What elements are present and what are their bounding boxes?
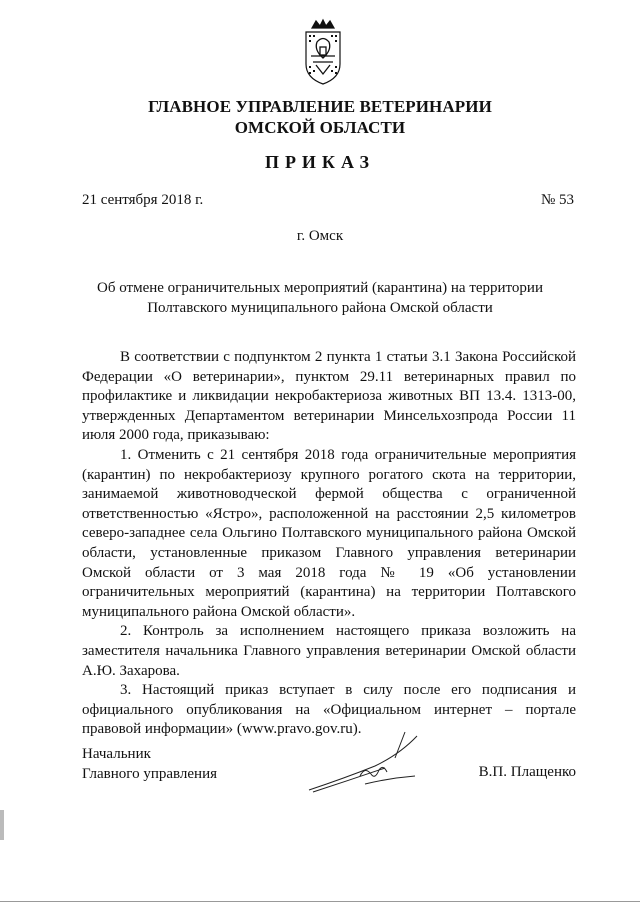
org-line-2: ОМСКОЙ ОБЛАСТИ <box>234 118 406 137</box>
subject-line-2: Полтавского муниципального района Омской области <box>147 300 493 316</box>
document-number: № 53 <box>540 192 574 208</box>
body-paragraph-preamble: В соответствии с подпунктом 2 пункта 1 статьи 3.1 Закона Российской Федерации «О ветеринарии», пунктом 29.11 ветеринарных правил по профилактике и ликвидации некробактериоза животных ВП 13.4. 1313-00, утвержденных Департаментом ветеринарии Минсельхозпрода России 11 июля 2000 года, приказываю: <box>82 349 576 444</box>
document-date: 21 сентября 2018 г. <box>82 192 204 208</box>
body-paragraph-3: 3. Настоящий приказ вступает в силу после его подписания и официального опубликования на «Официальном интернет – портале правовой информации» (www.pravo.gov.ru). <box>82 682 576 738</box>
handwritten-signature <box>305 728 425 798</box>
document-subject <box>60 278 580 318</box>
body-paragraph-1: 1. Отменить с 21 сентября 2018 года ограничительные мероприятия (карантин) по некробактериозу крупного рогатого скота на территории, занимаемой животноводческой фермой общества с ограниченной ответственностью «Ястро», расположенной на расстоянии 2,5 километров северо-западнее села Ольгино Полтавского муниципального района Омской области, установленные приказом Главного управления ветеринарии Омской области от 3 мая 2018 года № 19 «Об установлении ограничительных мероприятий (карантина) на территории Полтавского муниципального района Омской области». <box>82 446 576 620</box>
body-paragraph-2: 2. Контроль за исполнением настоящего приказа возложить на заместителя начальника Главного управления ветеринарии Омской области А.Ю. Захарова. <box>82 623 576 679</box>
scan-bottom-edge <box>0 901 640 902</box>
document-body <box>82 348 576 740</box>
scan-edge-mark <box>0 810 4 840</box>
position-line-1: Начальник <box>82 746 151 762</box>
document-city: г. Омск <box>296 228 344 244</box>
organization-name <box>0 96 640 138</box>
document-type: ПРИКАЗ <box>264 152 376 172</box>
signatory-name: В.П. Плащенко <box>478 764 576 780</box>
coat-of-arms-icon <box>300 18 346 86</box>
subject-line-1: Об отмене ограничительных мероприятий (карантина) на территории <box>97 280 543 296</box>
position-line-2: Главного управления <box>82 766 217 782</box>
org-line-1: ГЛАВНОЕ УПРАВЛЕНИЕ ВЕТЕРИНАРИИ <box>148 97 492 116</box>
signatory-position <box>82 744 217 784</box>
